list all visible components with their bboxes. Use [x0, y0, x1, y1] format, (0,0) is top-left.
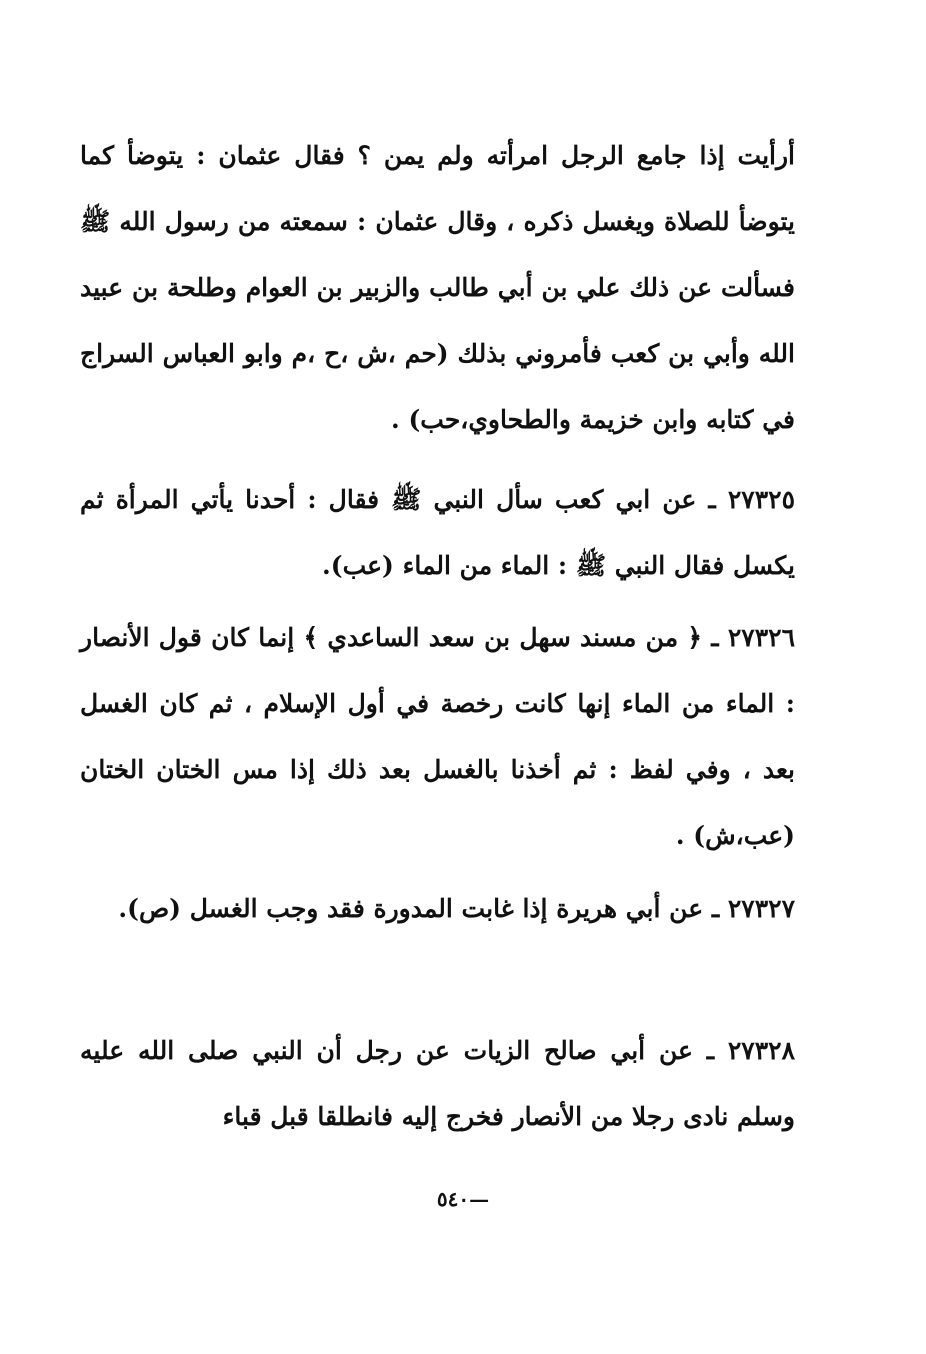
- paragraph-text: ٢٧٣٢٥ ـ عن ابي كعب سأل النبي ﷺ فقال : أحدنا يأتي المرأة ثم يكسل فقال النبي ﷺ : الماء من الماء (عب).: [80, 485, 795, 580]
- paragraph-text: ٢٧٣٢٧ ـ عن أبي هريرة إذا غابت المدورة فقد وجب الغسل (ص).: [118, 894, 795, 923]
- paragraph-1: [80, 123, 795, 453]
- paragraph-text: أرأيت إذا جامع الرجل امرأته ولم يمن ؟ فقال عثمان : يتوضأ كما يتوضأ للصلاة ويغسل ذكره ، وقال عثمان : سمعته من رسول الله ﷺ فسألت عن ذلك علي بن أبي طالب والزبير بن العوام وطلحة بن عبيد الله وأبي بن كعب فأمروني بذلك (حم ،ش ،ح ،م وابو العباس السراج في كتابه وابن خزيمة والطحاوي،حب) .: [80, 141, 795, 434]
- paragraph-2: [80, 467, 795, 599]
- paragraph-5: [80, 1018, 795, 1150]
- paragraph-4: [80, 876, 795, 942]
- paragraph-text: ٢٧٣٢٨ ـ عن أبي صالح الزيات عن رجل أن النبي صلى الله عليه وسلم نادى رجلا من الأنصار فخرج إليه فانطلقا قبل قباء: [80, 1036, 795, 1131]
- page-number: —٥٤٠: [436, 1187, 490, 1211]
- paragraph-text: ٢٧٣٢٦ ـ ﴿ من مسند سهل بن سعد الساعدي ﴾ إنما كان قول الأنصار : الماء من الماء إنها كانت رخصة في أول الإسلام ، ثم كان الغسل بعد ، وفي لفظ : ثم أخذنا بالغسل بعد ذلك إذا مس الختان الختان (عب،ش) .: [80, 623, 795, 850]
- paragraph-3: [80, 605, 795, 869]
